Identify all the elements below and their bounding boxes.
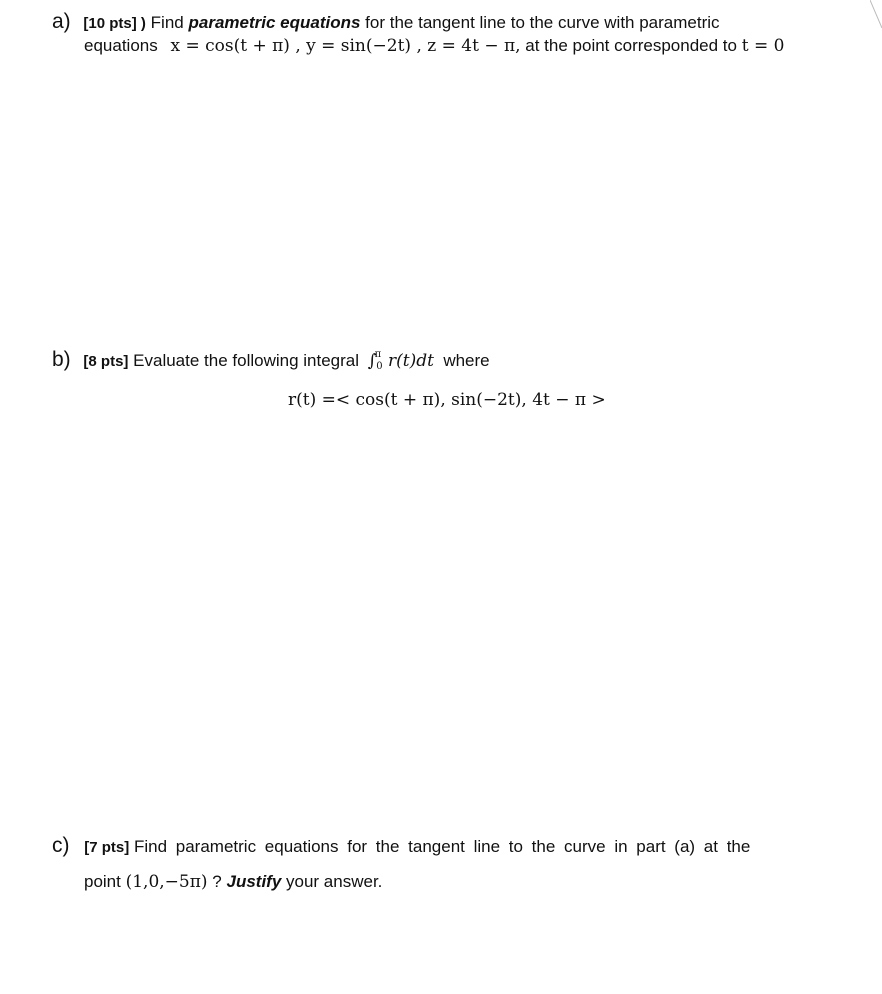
integral-lower-limit: 0	[376, 361, 383, 372]
part-b-line-1	[52, 348, 490, 372]
part-a-equations: x = cos(t + π) , y = sin(−2t) , z = 4t − π,	[170, 36, 521, 56]
part-c-label: c)	[52, 834, 70, 857]
page-edge-mark	[870, 0, 882, 30]
part-a-line-1	[52, 10, 720, 34]
part-a-text-2: for the tangent line to the curve with parametric	[365, 13, 720, 32]
integral-upper-limit: π	[374, 349, 382, 360]
part-c-text-2: point	[84, 872, 121, 891]
part-a-text-4: at the point corresponded to	[525, 36, 737, 55]
part-c-point: (1,0,−5π)	[125, 872, 208, 892]
part-c-text-1: Find parametric equations for the tangent line to the curve in part (a) at the	[133, 837, 751, 856]
part-a-line-2	[84, 36, 784, 56]
part-b-text-2: where	[443, 351, 490, 370]
part-c-text-4: your answer.	[286, 872, 383, 891]
part-a-text-1: Find	[150, 13, 184, 32]
part-a-condition: t = 0	[741, 36, 785, 56]
part-a-text-3: equations	[84, 36, 158, 55]
part-c-emphasis: Justify	[226, 872, 282, 891]
vector-definition: r(t) =< cos(t + π), sin(−2t), 4t − π >	[288, 390, 606, 410]
part-c-points: [7 pts]	[84, 839, 130, 856]
part-c-line-2	[84, 872, 382, 892]
part-c-line-1	[52, 834, 750, 858]
part-c-text-3: ?	[212, 872, 222, 891]
part-b-text-1: Evaluate the following integral	[133, 351, 360, 370]
part-a-emphasis: parametric equations	[188, 13, 361, 32]
integral-sign: ∫	[367, 351, 377, 371]
part-a-label: a)	[52, 10, 71, 33]
integrand: r(t)dt	[387, 351, 434, 371]
part-b-label: b)	[52, 348, 71, 371]
part-b-points: [8 pts]	[83, 353, 129, 370]
integral-expression	[368, 351, 440, 371]
part-a-points: [10 pts] )	[83, 15, 146, 32]
